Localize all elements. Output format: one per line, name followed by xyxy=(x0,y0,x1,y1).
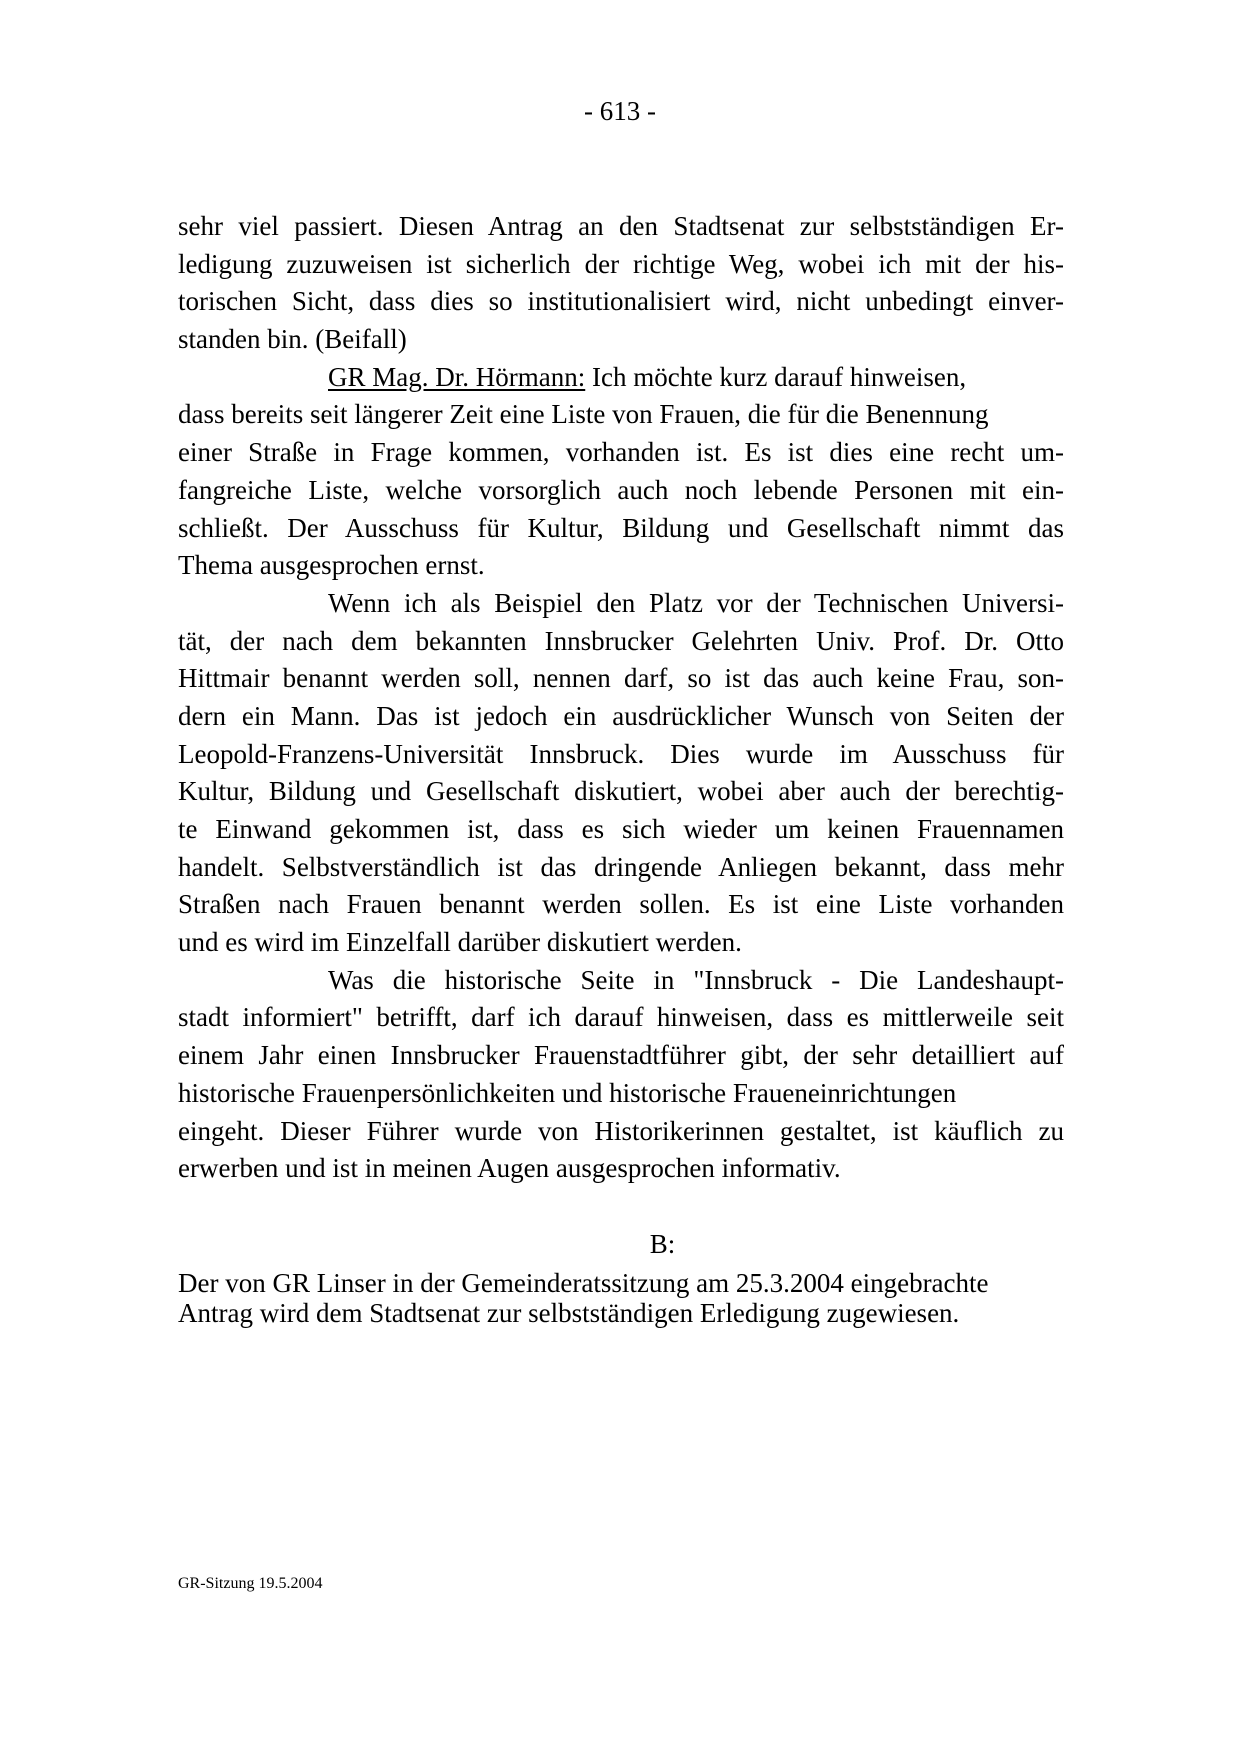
text-line: eingeht. Dieser Führer wurde von Historikerinnen gestaltet, ist käuflich zu xyxy=(178,1115,1064,1146)
resolution-line: Der von GR Linser in der Gemeinderatssitzung am 25.3.2004 eingebrachte xyxy=(178,1268,989,1298)
text-line: einem Jahr einen Innsbrucker Frauenstadtführer gibt, der sehr detailliert auf xyxy=(178,1040,1064,1071)
text-line: Kultur, Bildung und Gesellschaft diskutiert, wobei aber auch der berechtig- xyxy=(178,776,1064,807)
text-line: Was die historische Seite in "Innsbruck - Die Landeshaupt- xyxy=(328,964,1064,995)
text-line: dass bereits seit längerer Zeit eine Liste von Frauen, die für die Benennung xyxy=(178,399,989,430)
text-line: Leopold-Franzens-Universität Innsbruck. Dies wurde im Ausschuss für xyxy=(178,738,1064,769)
body-text xyxy=(178,208,1064,1188)
speaker-name: GR Mag. Dr. Hörmann: xyxy=(328,361,586,392)
text-line: te Einwand gekommen ist, dass es sich wieder um keinen Frauennamen xyxy=(178,814,1064,844)
text-line: stadt informiert" betrifft, darf ich darauf hinweisen, dass es mittlerweile seit xyxy=(178,1002,1064,1033)
text-line: und es wird im Einzelfall darüber diskutiert werden. xyxy=(178,927,742,958)
text-line: erwerben und ist in meinen Augen ausgesprochen informativ. xyxy=(178,1153,841,1184)
text-line: einer Straße in Frage kommen, vorhanden ist. Es ist dies eine recht um- xyxy=(178,437,1064,468)
text-line: handelt. Selbstverständlich ist das dringende Anliegen bekannt, dass mehr xyxy=(178,851,1064,882)
text-line: fangreiche Liste, welche vorsorglich auch noch lebende Personen mit ein- xyxy=(178,474,1064,505)
speaker-text: Ich möchte kurz darauf hinweisen, xyxy=(585,361,967,392)
speaker-line xyxy=(178,359,1064,397)
text-line: ledigung zuzuweisen ist sicherlich der richtige Weg, wobei ich mit der his- xyxy=(178,248,1064,279)
text-line: dern ein Mann. Das ist jedoch ein ausdrücklicher Wunsch von Seiten der xyxy=(178,700,1064,731)
text-line: schließt. Der Ausschuss für Kultur, Bildung und Gesellschaft nimmt das xyxy=(178,512,1064,543)
text-line: historische Frauenpersönlichkeiten und historische Fraueneinrichtungen xyxy=(178,1077,957,1108)
text-line: tät, der nach dem bekannten Innsbrucker Gelehrten Univ. Prof. Dr. Otto xyxy=(178,625,1064,656)
text-line: Hittmair benannt werden soll, nennen darf, so ist das auch keine Frau, son- xyxy=(178,663,1064,694)
text-line: Wenn ich als Beispiel den Platz vor der Technischen Universi- xyxy=(328,587,1064,618)
text-line: standen bin. (Beifall) xyxy=(178,324,407,355)
text-line: Straßen nach Frauen benannt werden sollen. Es ist eine Liste vorhanden xyxy=(178,889,1064,920)
resolution-text xyxy=(178,1268,1064,1328)
text-line: sehr viel passiert. Diesen Antrag an den Stadtsenat zur selbstständigen Er- xyxy=(178,211,1064,241)
section-label: B: xyxy=(649,1229,676,1259)
resolution-line: Antrag wird dem Stadtsenat zur selbstständigen Erledigung zugewiesen. xyxy=(178,1298,960,1328)
text-line: Thema ausgesprochen ernst. xyxy=(178,550,485,581)
footer-text: GR-Sitzung 19.5.2004 xyxy=(178,1575,323,1592)
page-number: - 613 - xyxy=(584,96,656,126)
text-line: torischen Sicht, dass dies so institutionalisiert wird, nicht unbedingt einver- xyxy=(178,286,1064,317)
